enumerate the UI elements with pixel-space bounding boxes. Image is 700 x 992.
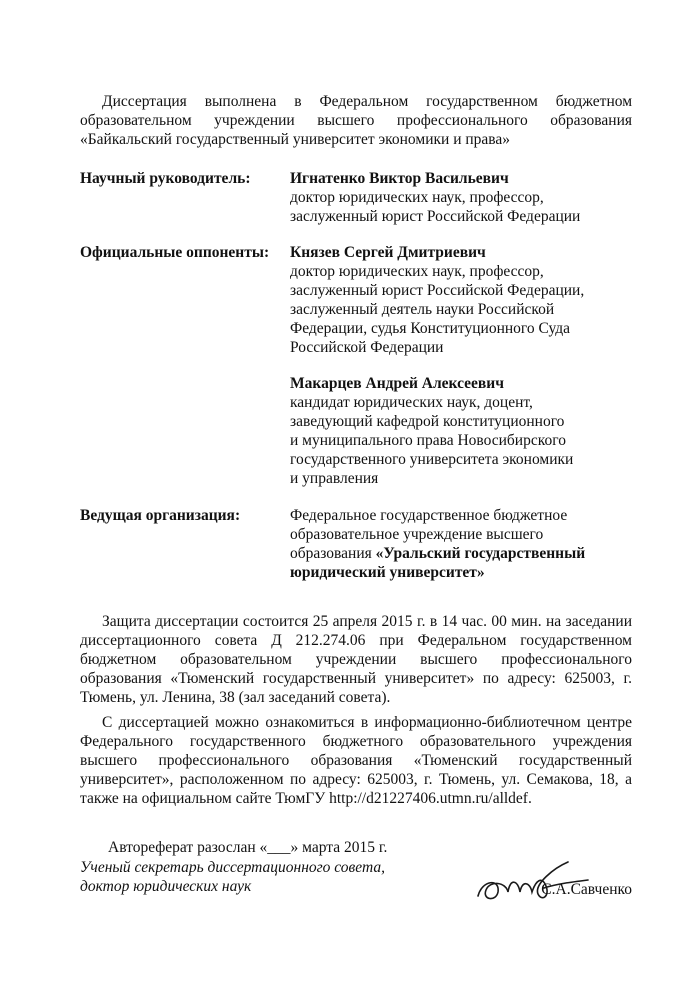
- opponent-line: заслуженный юрист Российской Федерации,: [290, 282, 585, 299]
- opponent-line: доктор юридических наук, профессор,: [290, 263, 544, 280]
- lead-org-name: «Уральский государственный: [375, 545, 586, 562]
- opponents-section: [80, 243, 632, 488]
- opponent-line: Федерации, судья Конституционного Суда: [290, 320, 571, 337]
- supervisor-section: [80, 169, 632, 226]
- intro-paragraph: Диссертация выполнена в Федеральном государственном бюджетном образовательном учреждении высшего профессионального образования «Байкальский государственный университет экономики и права»: [80, 93, 632, 148]
- opponent-line: государственного университета экономики: [290, 451, 574, 468]
- supervisor-details: [290, 169, 632, 226]
- signature-block: [80, 858, 632, 896]
- defense-paragraph: Защита диссертации состоится 25 апреля 2015 г. в 14 час. 00 мин. на заседании диссертационного совета Д 212.274.06 при Федеральном государственном бюджетном образовательном учреждении высшего профессионального образования «Тюменский государственный университет» по адресу: 625003, г. Тюмень, ул. Ленина, 38 (зал заседаний совета).: [80, 613, 632, 706]
- lead-org-name: юридический университет»: [290, 564, 485, 581]
- opponent-line: и управления: [290, 470, 379, 487]
- abstract-sent-line: Автореферат разослан «___» марта 2015 г.: [108, 839, 388, 856]
- opponents-label: Официальные оппоненты:: [80, 244, 270, 261]
- supervisor-label: Научный руководитель:: [80, 170, 251, 187]
- library-paragraph: С диссертацией можно ознакомиться в информационно-библиотечном центре Федерального государственного бюджетного образовательного учреждения высшего профессионального образования «Тюменский государственный университет», расположенном по адресу: 625003, г. Тюмень, ул. Семакова, 18, а также на официальном сайте ТюмГУ http://d21227406.utmn.ru/alldef.: [80, 714, 632, 807]
- opponent-name: Князев Сергей Дмитриевич: [290, 244, 486, 261]
- lead-org-line: [290, 544, 632, 563]
- supervisor-name: Игнатенко Виктор Васильевич: [290, 170, 509, 187]
- opponent-line: кандидат юридических наук, доцент,: [290, 394, 533, 411]
- lead-org-text: образования: [290, 545, 376, 562]
- lead-org-label: Ведущая организация:: [80, 507, 241, 524]
- lead-org-line: Федеральное государственное бюджетное: [290, 507, 568, 524]
- lead-org-section: [80, 506, 632, 582]
- opponent-name: Макарцев Андрей Алексеевич: [290, 375, 504, 392]
- lead-org-details: [290, 506, 632, 582]
- supervisor-line: доктор юридических наук, профессор,: [290, 189, 544, 206]
- opponent-line: и муниципального права Новосибирского: [290, 432, 566, 449]
- opponent-line: Российской Федерации: [290, 339, 444, 356]
- opponent-line: заведующий кафедрой конституционного: [290, 413, 565, 430]
- supervisor-line: заслуженный юрист Российской Федерации: [290, 208, 581, 225]
- lead-org-line: образовательное учреждение высшего: [290, 526, 544, 543]
- secretary-degree: доктор юридических наук: [80, 878, 252, 895]
- opponent-line: заслуженный деятель науки Российской: [290, 301, 555, 318]
- document-page: [80, 92, 632, 857]
- secretary-title: Ученый секретарь диссертационного совета,: [80, 859, 385, 876]
- opponents-details: [290, 243, 632, 488]
- secretary-name: С.А.Савченко: [541, 881, 632, 898]
